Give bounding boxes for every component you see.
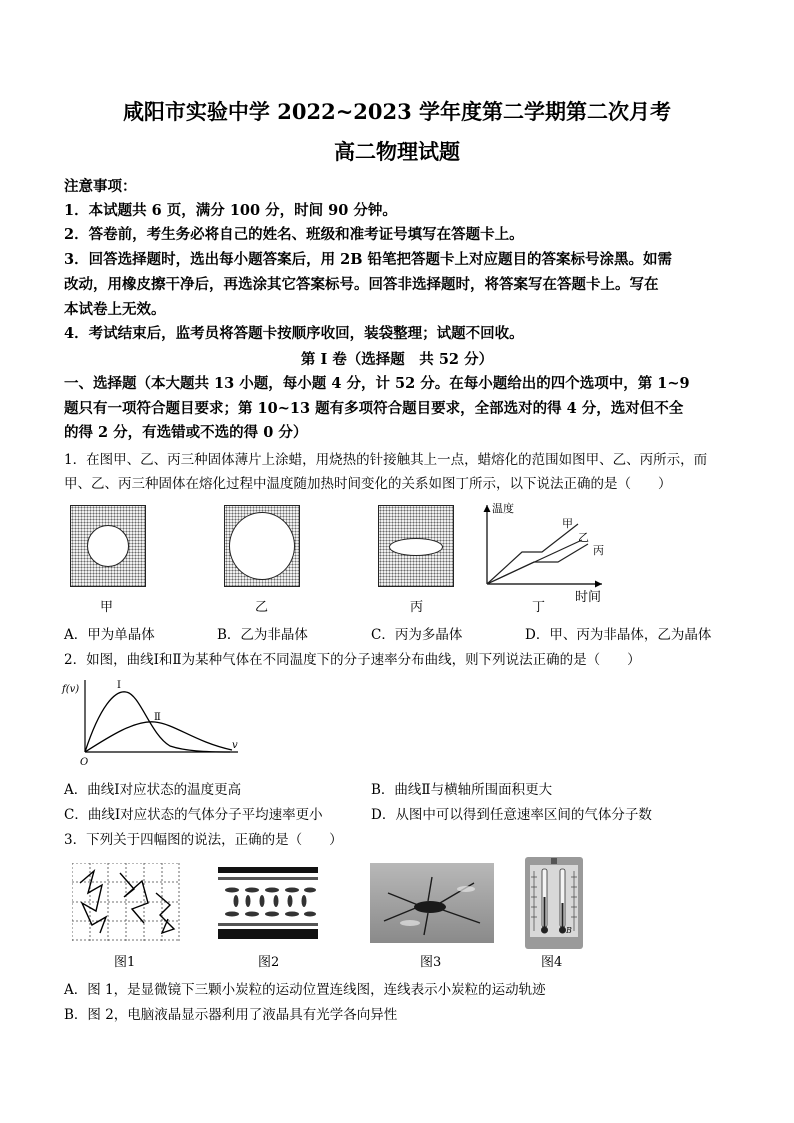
q1-figure-yi bbox=[224, 505, 300, 587]
notice-item-2: 2．答卷前，考生务必将自己的姓名、班级和准考证号填写在答题卡上。 bbox=[64, 226, 524, 243]
q1-option-b: B．乙为非晶体 bbox=[217, 627, 308, 643]
notice-heading: 注意事项： bbox=[64, 178, 137, 195]
q3-figure-2-liquid-crystal bbox=[214, 863, 322, 943]
q1-stem-line-1: 1．在图甲、乙、丙三种固体薄片上涂蜡，用烧热的针接触其上一点，蜡熔化的范围如图甲、乙、丙所示，而 bbox=[64, 452, 708, 468]
q1-stem-line-2: 甲、乙、丙三种固体在熔化过程中温度随加热时间变化的关系如图丁所示，以下说法正确的是（ ） bbox=[64, 476, 672, 492]
q2-option-d: D．从图中可以得到任意速率区间的气体分子数 bbox=[371, 807, 652, 823]
q1-figure-jia bbox=[70, 505, 146, 587]
q1-caption-ding: 丁 bbox=[532, 600, 546, 615]
q1-chart-xlabel: 时间 bbox=[575, 590, 602, 605]
notice-item-3-line-1: 3．回答选择题时，选出每小题答案后，用 2B 铅笔把答题卡上对应题目的答案标号涂黑。如需 bbox=[64, 251, 673, 268]
fig4-mark: B bbox=[566, 926, 572, 935]
q3-caption-4: 图4 bbox=[541, 955, 563, 970]
q3-caption-1: 图1 bbox=[114, 955, 136, 970]
section-intro-line-1: 一、选择题（本大题共 13 小题，每小题 4 分，计 52 分。在每小题给出的四个选项中，第 1~9 bbox=[64, 375, 690, 392]
q2-chart-xlabel: v bbox=[232, 740, 238, 751]
q2-chart-ylabel: f(v) bbox=[62, 684, 80, 695]
q2-speed-distribution-chart bbox=[60, 676, 245, 768]
q3-figure-3-water-strider bbox=[370, 863, 494, 943]
q3-figure-4-hygrometer bbox=[525, 857, 583, 949]
q1-caption-bing: 丙 bbox=[410, 600, 424, 615]
q3-stem: 3．下列关于四幅图的说法，正确的是（ ） bbox=[64, 832, 343, 848]
section-title: 第 I 卷（选择题 共 52 分） bbox=[300, 351, 494, 368]
q2-curve-label-2: Ⅱ bbox=[154, 712, 161, 723]
notice-item-4: 4．考试结束后，监考员将答题卡按顺序收回，装袋整理；试题不回收。 bbox=[64, 325, 524, 342]
q3-caption-3: 图3 bbox=[420, 955, 442, 970]
q2-curve-label-1: Ⅰ bbox=[117, 680, 121, 691]
q1-temperature-chart bbox=[478, 500, 618, 600]
notice-item-3-line-2: 改动，用橡皮擦干净后，再选涂其它答案标号。回答非选择题时，将答案写在答题卡上。写在 bbox=[64, 276, 659, 293]
q2-stem: 2．如图，曲线Ⅰ和Ⅱ为某种气体在不同温度下的分子速率分布曲线，则下列说法正确的是（ ） bbox=[64, 652, 641, 668]
particle-path-3 bbox=[156, 893, 174, 933]
q3-caption-2: 图2 bbox=[258, 955, 280, 970]
q3-option-b: B．图 2，电脑液晶显示器利用了液晶具有光学各向异性 bbox=[64, 1007, 398, 1023]
q2-option-a: A．曲线Ⅰ对应状态的温度更高 bbox=[64, 782, 242, 798]
section-intro-line-2: 题只有一项符合题目要求；第 10~13 题有多项符合题目要求，全部选对的得 4 分，选对但不全 bbox=[64, 400, 684, 417]
q2-chart-origin: O bbox=[80, 757, 89, 768]
notice-item-1: 1．本试题共 6 页，满分 100 分，时间 90 分钟。 bbox=[64, 202, 397, 219]
wax-circle-large bbox=[229, 512, 295, 580]
q1-figure-bing bbox=[378, 505, 454, 587]
q1-curve-bing bbox=[487, 544, 588, 584]
q1-caption-yi: 乙 bbox=[255, 600, 269, 615]
q1-option-a: A．甲为单晶体 bbox=[64, 627, 155, 643]
q2-option-c: C．曲线Ⅰ对应状态的气体分子平均速率更小 bbox=[64, 807, 323, 823]
wax-ellipse bbox=[389, 538, 443, 556]
exam-subtitle: 高二物理试题 bbox=[334, 139, 460, 164]
q1-chart-ylabel: 温度 bbox=[492, 502, 514, 515]
q1-series-label-yi: 乙 bbox=[578, 531, 589, 544]
q1-curve-jia bbox=[487, 524, 578, 584]
exam-title: 咸阳市实验中学 2022~2023 学年度第二学期第二次月考 bbox=[122, 99, 672, 124]
notice-item-3-line-3: 本试卷上无效。 bbox=[64, 301, 166, 318]
wax-circle-small bbox=[87, 525, 129, 567]
section-intro-line-3: 的得 2 分，有选错或不选的得 0 分） bbox=[64, 424, 308, 441]
q1-series-label-jia: 甲 bbox=[562, 517, 573, 530]
q1-series-label-bing: 丙 bbox=[593, 544, 604, 557]
q2-curve-2 bbox=[85, 722, 232, 752]
q1-option-d: D．甲、丙为非晶体，乙为晶体 bbox=[525, 627, 712, 643]
q2-option-b: B．曲线Ⅱ与横轴所围面积更大 bbox=[371, 782, 553, 798]
q3-option-a: A．图 1，是显微镜下三颗小炭粒的运动位置连线图，连线表示小炭粒的运动轨迹 bbox=[64, 982, 546, 998]
q1-caption-jia: 甲 bbox=[100, 600, 114, 615]
q1-option-c: C．丙为多晶体 bbox=[371, 627, 463, 643]
q3-figure-1-brownian-motion bbox=[72, 863, 180, 941]
